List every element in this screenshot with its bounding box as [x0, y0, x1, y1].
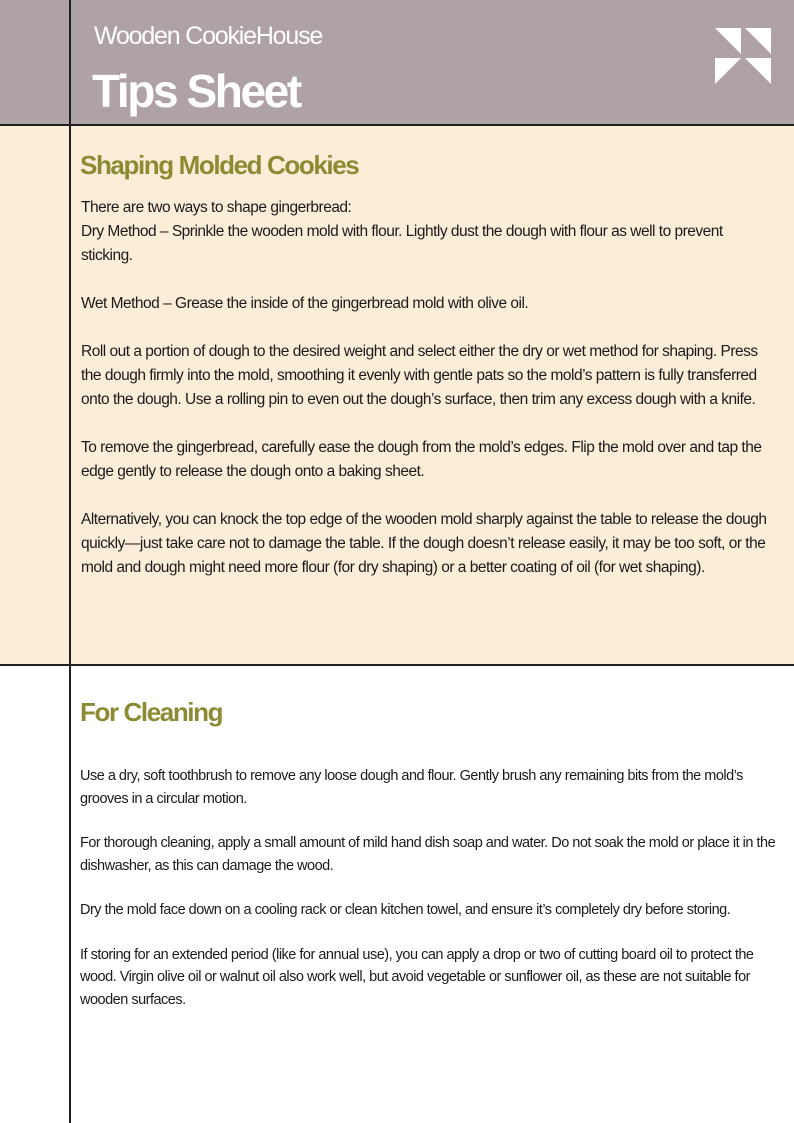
dry-paragraph: Dry the mold face down on a cooling rack or clean kitchen towel, and ensure it’s completely dry before storing.	[80, 902, 731, 918]
oil-paragraph: If storing for an extended period (like for annual use), you can apply a drop or two of cutting board oil to protect the wood. Virgin olive oil or walnut oil also work well, but avoid vegetable or sunflower oil, as these are not suitable for wooden surfaces.	[80, 946, 754, 1008]
margin-rule	[69, 0, 71, 1123]
geometric-triangles-logo-icon	[713, 26, 773, 86]
wet-method-text: Wet Method – Grease the inside of the gingerbread mold with olive oil.	[81, 295, 529, 312]
page-title: Tips Sheet	[92, 65, 300, 117]
section-heading-cleaning: For Cleaning	[80, 697, 223, 727]
header-divider	[0, 124, 794, 126]
alternative-paragraph: Alternatively, you can knock the top edge of the wooden mold sharply against the table to release the dough quickly—just take care not to damage the table. If the dough doesn’t release easily, it may be too soft, or the mold and dough might need more flour (for dry shaping) or a better coating of oil (for wet shaping).	[81, 511, 767, 576]
shaping-body	[81, 196, 771, 580]
remove-paragraph: To remove the gingerbread, carefully ease the dough from the mold’s edges. Flip the mold over and tap the edge gently to release the dough onto a baking sheet.	[81, 439, 762, 480]
dry-method-text: Dry Method – Sprinkle the wooden mold with flour. Lightly dust the dough with flour as well to prevent sticking.	[81, 223, 723, 264]
brand-name: Wooden CookieHouse	[94, 22, 323, 50]
cleaning-body	[80, 765, 780, 1011]
shaping-methods-paragraph	[81, 196, 771, 268]
shaping-intro: There are two ways to shape gingerbread:	[81, 199, 352, 216]
soap-paragraph: For thorough cleaning, apply a small amount of mild hand dish soap and water. Do not soak the mold or place it in the dishwasher, as this can damage the wood.	[80, 835, 776, 874]
section-divider	[0, 664, 794, 666]
header-banner	[0, 0, 794, 125]
section-heading-shaping: Shaping Molded Cookies	[80, 150, 359, 180]
brush-paragraph: Use a dry, soft toothbrush to remove any loose dough and flour. Gently brush any remaining bits from the mold’s grooves in a circular motion.	[80, 768, 743, 807]
roll-out-paragraph: Roll out a portion of dough to the desired weight and select either the dry or wet method for shaping. Press the dough firmly into the mold, smoothing it evenly with gentle pats so the mold’s pattern is fully transferred onto the dough. Use a rolling pin to even out the dough’s surface, then trim any excess dough with a knife.	[81, 343, 758, 408]
